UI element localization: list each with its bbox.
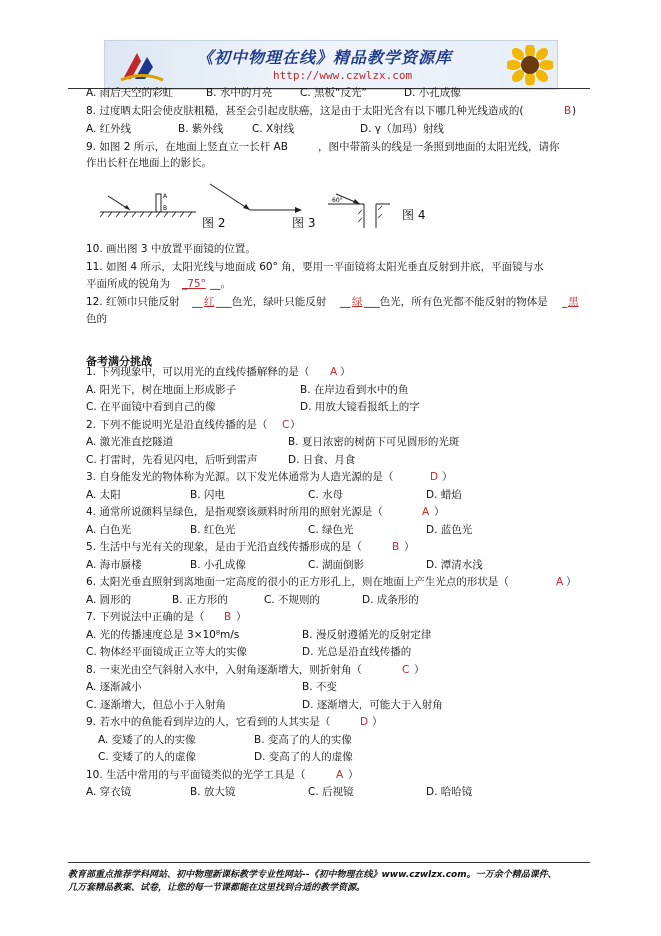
question-text: ） (340, 366, 351, 378)
figure-2-diagram (100, 180, 200, 220)
question-text: 10. 画出图 3 中放置平面镜的位置。 (86, 243, 256, 255)
figure-2-label-a: A (163, 193, 168, 200)
answer-text: C (282, 419, 290, 431)
question-text: D. 蜡焰 (426, 489, 462, 501)
question-text: 12. 红领巾只能反射 (86, 296, 180, 308)
question-text: D. 用放大镜看报纸上的字 (300, 401, 420, 413)
question-text: _ (562, 296, 568, 308)
question-text: 5. 生活中与光有关的现象，是由于光沿直线传播形成的是（ (86, 541, 362, 553)
answer-text: D (430, 471, 439, 483)
question-text: 8. 一束光由空气斜射入水中，入射角逐渐增大，则折射角（ (86, 664, 362, 676)
question-text: 色的 (86, 313, 107, 325)
question-text: 1. 下列现象中，可以用光的直线传播解释的是（ (86, 366, 310, 378)
figure-2-label-b: B (163, 205, 168, 212)
question-text: C. 在平面镜中看到自己的像 (86, 401, 216, 413)
question-text: C. 水母 (308, 489, 344, 501)
question-text: D. 蓝色光 (426, 524, 473, 536)
banner-url[interactable]: http://www.czwlzx.com (273, 69, 413, 82)
question-text: ___色光，绿叶只能反射 (216, 296, 327, 308)
question-text: B. 红色光 (190, 524, 236, 536)
question-text: 作出长杆在地面上的影长。 (86, 157, 212, 169)
question-text: B. 放大镜 (190, 786, 236, 798)
answer-text: A (330, 366, 338, 378)
question-text: ___色光，所有色光都不能反射的物体是 (364, 296, 548, 308)
question-text: A. 阳光下，树在地面上形成影子 (86, 384, 237, 396)
question-text: C. 黑板“反光” (300, 87, 367, 99)
question-text: 7. 下列说法中正确的是（ (86, 611, 205, 623)
question-text: C. 物体经平面镜成正立等大的实像 (86, 646, 248, 658)
question-text: D. 潭清水浅 (426, 559, 483, 571)
question-text: B. 夏日浓密的树荫下可见圆形的光斑 (288, 436, 460, 448)
question-text: 9. 若水中的鱼能看到岸边的人，它看到的人其实是（ (86, 716, 331, 728)
answer-text: 黑 (568, 296, 579, 308)
answer-text: 绿 (352, 296, 363, 308)
question-text: 平面所成的锐角为 (86, 278, 170, 290)
answer-text: A (556, 576, 564, 588)
figure-3-diagram (208, 180, 306, 220)
question-text: 10. 生活中常用的与平面镜类似的光学工具是（ (86, 769, 306, 781)
question-text: __。 (210, 278, 231, 290)
footer-line-1: 教育部重点推荐学科网站、初中物理新课标教学专业性网站--《初中物理在线》www.czwlzx.com。一万余个精品课件、 (68, 870, 557, 880)
question-text: B. 闪电 (190, 489, 225, 501)
question-text: D. 变高了的人的虚像 (254, 751, 353, 763)
figure-4-angle-label: 60° (332, 197, 343, 204)
question-text: ） (404, 541, 415, 553)
question-text: D. 逐渐增大，可能大于入射角 (302, 699, 443, 711)
question-text: D. 成条形的 (362, 594, 419, 606)
question-text: C. X射线 (252, 123, 295, 135)
answer-text: D (360, 716, 369, 728)
figure-4-caption: 图 4 (402, 208, 426, 222)
question-text: B. 漫反射遵循光的反射定律 (302, 629, 432, 641)
question-text: ) (572, 105, 577, 117)
question-text: D. 光总是沿直线传播的 (302, 646, 412, 658)
question-text: A. 逐渐减小 (86, 681, 142, 693)
answer-text: B (392, 541, 400, 553)
section-title: 备考满分挑战 (86, 355, 152, 368)
question-text: A. 光的传播速度总是 3×10⁸m/s (86, 629, 240, 641)
question-text: A. 穿衣镜 (86, 786, 132, 798)
question-text: B. 变高了的人的实像 (254, 734, 352, 746)
question-text: A. 海市蜃楼 (86, 559, 142, 571)
figure-3-caption: 图 3 (292, 216, 316, 230)
question-text: D. 日食、月食 (288, 454, 356, 466)
question-text: A. 白色光 (86, 524, 132, 536)
answer-text: B (224, 611, 232, 623)
question-text: ） (236, 611, 247, 623)
question-text: C. 湖面倒影 (308, 559, 365, 571)
question-text: B. 水中的月亮 (206, 87, 273, 99)
footer-line-2: 几万套精品教案、试卷，让您的每一节课都能在这里找到合适的教学资源。 (68, 883, 366, 893)
answer-text: C (402, 664, 410, 676)
site-logo-icon (119, 47, 165, 83)
question-text: A. 红外线 (86, 123, 132, 135)
question-text: C. 绿色光 (308, 524, 354, 536)
answer-text: 红 (204, 296, 215, 308)
question-text: 2. 下列不能说明光是沿直线传播的是（ (86, 419, 268, 431)
header-banner (104, 40, 558, 90)
question-text: B. 不变 (302, 681, 337, 693)
question-text: D. γ（加玛）射线 (360, 123, 444, 135)
question-text: 9. 如图 2 所示，在地面上竖直立一长杆 AB (86, 141, 288, 153)
answer-text: _75° (182, 278, 206, 290)
question-text: A. 太阳 (86, 489, 121, 501)
answer-text: A (422, 506, 430, 518)
question-text: ） (442, 471, 453, 483)
question-text: C. 后视镜 (308, 786, 354, 798)
figure-4-diagram (326, 190, 396, 230)
answer-text: A (336, 769, 344, 781)
question-text: D. 小孔成像 (404, 87, 461, 99)
question-text: ） (348, 769, 359, 781)
question-text: C. 打雷时，先看见闪电，后听到雷声 (86, 454, 258, 466)
question-text: 4. 通常所说颜料呈绿色，是指观察该颜料时所用的照射光源是（ (86, 506, 383, 518)
question-text: __ (192, 296, 203, 308)
question-text: B. 正方形的 (172, 594, 228, 606)
question-text: C. 逐渐增大，但总小于入射角 (86, 699, 227, 711)
question-text: ，图中带箭头的线是一条照到地面的太阳光线，请你 (318, 141, 560, 153)
question-text: A. 雨后天空的彩虹 (86, 87, 174, 99)
question-text: B. 小孔成像 (190, 559, 246, 571)
question-text: ） (566, 576, 577, 588)
question-text: ） (414, 664, 425, 676)
footer-rule (68, 862, 590, 863)
question-text: B. 在岸边看到水中的鱼 (300, 384, 409, 396)
question-text: ） (290, 419, 301, 431)
question-text: C. 变矮了的人的虚像 (98, 751, 197, 763)
sunflower-icon (507, 45, 553, 85)
answer-text: B (564, 105, 572, 117)
question-text: C. 不规则的 (264, 594, 321, 606)
question-text: 6. 太阳光垂直照射到离地面一定高度的很小的正方形孔上，则在地面上产生光点的形状是（ (86, 576, 509, 588)
question-text: 3. 自身能发光的物体称为光源。以下发光体通常为人造光源的是（ (86, 471, 394, 483)
question-text: 11. 如图 4 所示，太阳光线与地面成 60° 角，要用一平面镜将太阳光垂直反射到井底，平面镜与水 (86, 261, 544, 273)
question-text: 8. 过度晒太阳会使皮肤粗糙，甚至会引起皮肤癌，这是由于太阳光含有以下哪几种光线造成的( (86, 105, 524, 117)
question-text: ） (434, 506, 445, 518)
question-text: D. 哈哈镜 (426, 786, 473, 798)
question-text: A. 圆形的 (86, 594, 132, 606)
question-text: A. 激光准直挖隧道 (86, 436, 174, 448)
question-text: A. 变矮了的人的实像 (98, 734, 196, 746)
figure-2-caption: 图 2 (202, 216, 226, 230)
banner-title: 《初中物理在线》精品教学资源库 (197, 48, 453, 67)
question-text: B. 紫外线 (178, 123, 224, 135)
question-text: ） (372, 716, 383, 728)
question-text: __ (340, 296, 351, 308)
